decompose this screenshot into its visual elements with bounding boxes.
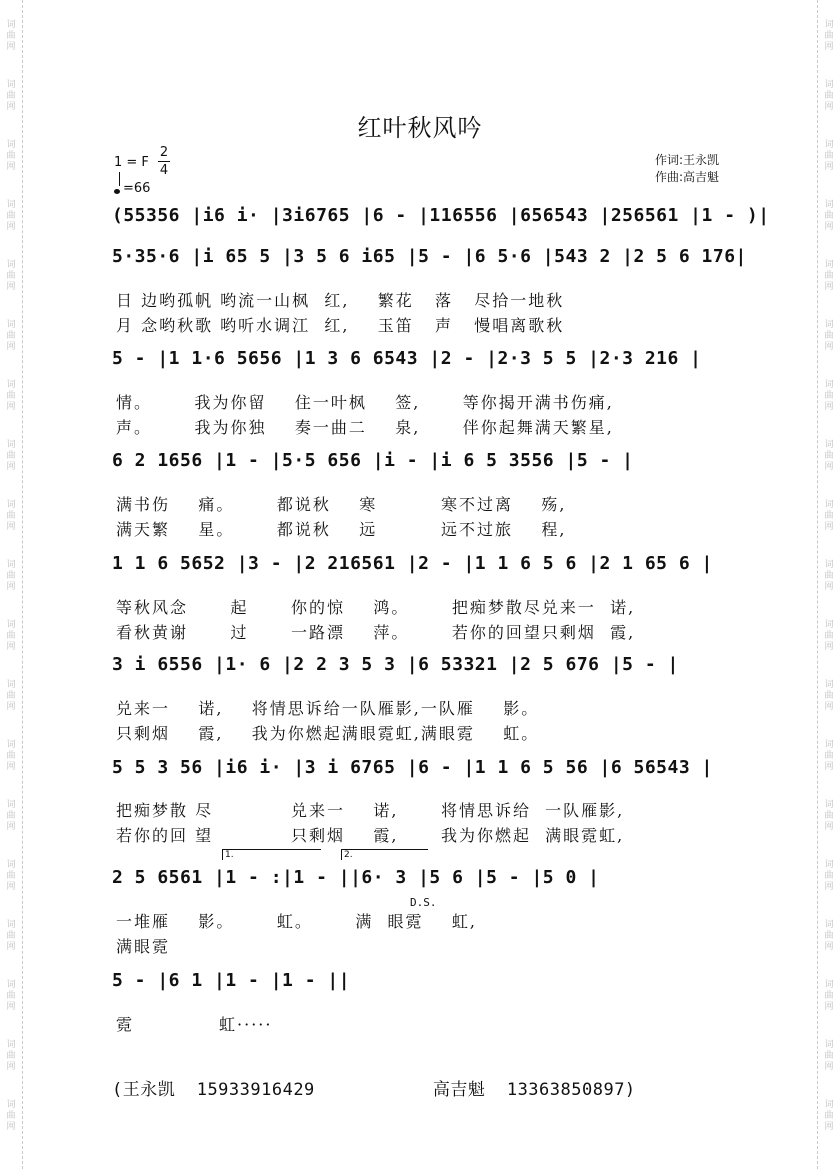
lyric-line-3-verse-2: 声。 我为你独 奏一曲二 泉, 伴你起舞满天繁星, (116, 418, 614, 437)
watermark-text: 词 曲 网 (824, 620, 834, 652)
watermark-text: 词 曲 网 (824, 980, 834, 1012)
lyric-line-6-verse-2: 只剩烟 霞, 我为你燃起满眼霓虹,满眼霓 虹。 (116, 724, 540, 743)
watermark-text: 词 曲 网 (6, 260, 16, 292)
music-line-4: 6 2 1656 |1 - |5·5 656 |i - |i 6 5 3556 |5 - | (112, 450, 634, 471)
lyric-line-5-verse-2: 看秋黄谢 过 一路漂 萍。 若你的回望只剩烟 霞, (116, 623, 636, 642)
watermark-text: 词 曲 网 (6, 800, 16, 832)
watermark-text: 词 曲 网 (6, 20, 16, 52)
watermark-text: 词 曲 网 (824, 920, 834, 952)
watermark-text: 词 曲 网 (824, 800, 834, 832)
time-signature-bottom: 4 (159, 163, 169, 178)
watermark-text: 词 曲 网 (6, 140, 16, 172)
lyric-line-5-verse-1: 等秋风念 起 你的惊 鸿。 把痴梦散尽兑来一 诺, (116, 598, 636, 617)
composer-credit: 作曲:高吉魁 (655, 170, 720, 184)
music-line-6: 3 i 6556 |1· 6 |2 2 3 5 3 |6 53321 |2 5 676 |5 - | (112, 654, 679, 675)
music-line-2: 5·35·6 |i 65 5 |3 5 6 i65 |5 - |6 5·6 |543 2 |2 5 6 176| (112, 246, 747, 267)
first-ending-bracket: 1. (222, 849, 321, 860)
lyric-line-7-verse-1: 把痴梦散 尽 兑来一 诺, 将情思诉给 一队雁影, (116, 801, 625, 820)
watermark-text: 词 曲 网 (6, 740, 16, 772)
music-line-1: (55356 |i6 i· |3i6765 |6 - |116556 |656543 |256561 |1 - )| (112, 205, 770, 226)
watermark-text: 词 曲 网 (824, 200, 834, 232)
music-line-5: 1 1 6 5652 |3 - |2 216561 |2 - |1 1 6 5 6 |2 1 65 6 | (112, 553, 713, 574)
watermark-text: 词 曲 网 (6, 1100, 16, 1132)
lyric-line-2-verse-1: 日 边哟孤帆 哟流一山枫 红, 繁花 落 尽拾一地秋 (116, 291, 565, 310)
dal-segno-mark: D.S. (410, 896, 437, 909)
watermark-text: 词 曲 网 (824, 860, 834, 892)
watermark-text: 词 曲 网 (824, 140, 834, 172)
watermark-text: 词 曲 网 (6, 680, 16, 712)
right-watermark-strip (817, 0, 840, 1169)
contact-info: (王永凯 15933916429 高吉魁 13363850897) (112, 1080, 636, 1100)
quarter-note-stem (119, 172, 120, 186)
lyricist-credit: 作词:王永凯 (655, 153, 720, 167)
watermark-text: 词 曲 网 (824, 260, 834, 292)
watermark-text: 词 曲 网 (824, 1100, 834, 1132)
lyric-line-3-verse-1: 情。 我为你留 住一叶枫 签, 等你揭开满书伤痛, (116, 393, 614, 412)
credits (655, 152, 719, 186)
tempo-value: =66 (123, 181, 151, 196)
watermark-text: 词 曲 网 (6, 380, 16, 412)
lyric-line-4-verse-1: 满书伤 痛。 都说秋 寒 寒不过离 殇, (116, 495, 567, 514)
key-signature: 1 = F (114, 155, 149, 170)
time-signature-top: 2 (159, 145, 169, 160)
music-line-8: 2 5 6561 |1 - :|1 - ||6· 3 |5 6 |5 - |5 0 | (112, 867, 600, 888)
watermark-text: 词 曲 网 (824, 680, 834, 712)
tempo-marking (114, 178, 150, 196)
watermark-text: 词 曲 网 (824, 560, 834, 592)
lyric-line-7-verse-2: 若你的回 望 只剩烟 霞, 我为你燃起 满眼霓虹, (116, 826, 625, 845)
watermark-text: 词 曲 网 (6, 920, 16, 952)
time-signature (158, 145, 170, 178)
quarter-note-icon (114, 189, 120, 194)
watermark-text: 词 曲 网 (6, 620, 16, 652)
watermark-text: 词 曲 网 (6, 440, 16, 472)
lyric-line-2-verse-2: 月 念哟秋歌 哟听水调江 红, 玉笛 声 慢唱离歌秋 (116, 316, 565, 335)
second-ending-bracket: 2. (341, 849, 428, 860)
watermark-text: 词 曲 网 (824, 80, 834, 112)
watermark-text: 词 曲 网 (6, 500, 16, 532)
watermark-text: 词 曲 网 (824, 320, 834, 352)
song-title: 红叶秋风吟 (357, 114, 483, 142)
music-line-3: 5 - |1 1·6 5656 |1 3 6 6543 |2 - |2·3 5 5 |2·3 216 | (112, 348, 702, 369)
time-signature-divider (158, 161, 170, 162)
left-watermark-strip (0, 0, 23, 1169)
watermark-text: 词 曲 网 (6, 1040, 16, 1072)
watermark-text: 词 曲 网 (824, 740, 834, 772)
lyric-line-8-verse-1: 一堆雁 影。 虹。 满 眼霓 虹, (116, 912, 477, 931)
watermark-text: 词 曲 网 (6, 860, 16, 892)
lyric-line-9: 霓 虹····· (116, 1015, 273, 1034)
watermark-text: 词 曲 网 (6, 80, 16, 112)
watermark-text: 词 曲 网 (6, 560, 16, 592)
watermark-text: 词 曲 网 (824, 380, 834, 412)
music-line-9: 5 - |6 1 |1 - |1 - || (112, 970, 351, 991)
watermark-text: 词 曲 网 (6, 200, 16, 232)
watermark-text: 词 曲 网 (6, 980, 16, 1012)
watermark-text: 词 曲 网 (824, 20, 834, 52)
lyric-line-4-verse-2: 满天繁 星。 都说秋 远 远不过旅 程, (116, 520, 567, 539)
watermark-text: 词 曲 网 (824, 1040, 834, 1072)
watermark-text: 词 曲 网 (6, 320, 16, 352)
lyric-line-6-verse-1: 兑来一 诺, 将情思诉给一队雁影,一队雁 影。 (116, 699, 540, 718)
music-line-7: 5 5 3 56 |i6 i· |3 i 6765 |6 - |1 1 6 5 56 |6 56543 | (112, 757, 713, 778)
watermark-text: 词 曲 网 (824, 500, 834, 532)
lyric-line-8-verse-2: 满眼霓 (116, 937, 171, 956)
watermark-text: 词 曲 网 (824, 440, 834, 472)
